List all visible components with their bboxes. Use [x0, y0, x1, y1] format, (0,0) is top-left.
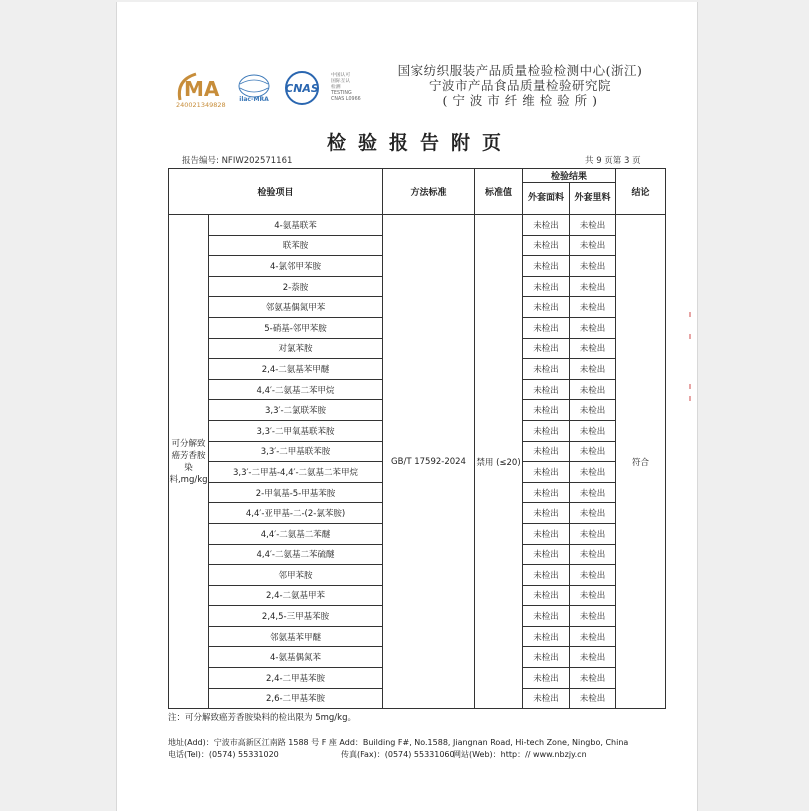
fabric-result-cell: 未检出: [523, 523, 570, 544]
fabric-result-cell: 未检出: [523, 441, 570, 462]
fabric-result-cell: 未检出: [523, 420, 570, 441]
org-line-1: 国家纺织服装产品质量检验检测中心(浙江): [397, 63, 643, 78]
item-cell: 3,3′-二甲氧基联苯胺: [209, 420, 383, 441]
lining-result-cell: 未检出: [570, 482, 616, 503]
footer-web: 网站(Web)：http：// www.nbzjy.cn: [453, 750, 587, 759]
header-result: 检验结果: [523, 169, 616, 183]
item-cell: 4-氯邻甲苯胺: [209, 256, 383, 277]
item-cell: 4,4′-二氨基二苯甲烷: [209, 379, 383, 400]
fabric-result-cell: 未检出: [523, 215, 570, 236]
fabric-result-cell: 未检出: [523, 359, 570, 380]
results-body: [169, 215, 666, 709]
fabric-result-cell: 未检出: [523, 626, 570, 647]
footnote: 注：可分解致癌芳香胺染料的检出限为 5mg/kg。: [168, 713, 356, 723]
item-cell: 4,4′-亚甲基-二-(2-氯苯胺): [209, 503, 383, 524]
page-count: 共 9 页第 3 页: [585, 156, 641, 166]
lining-result-cell: 未检出: [570, 503, 616, 524]
fabric-result-cell: 未检出: [523, 297, 570, 318]
item-cell: 2,4-二氨基甲苯: [209, 585, 383, 606]
header-outer-fabric: 外套面料: [523, 183, 570, 215]
lining-result-cell: 未检出: [570, 585, 616, 606]
item-cell: 邻氨基偶氮甲苯: [209, 297, 383, 318]
cnas-logo-text: CNAS: [285, 82, 319, 95]
fabric-result-cell: 未检出: [523, 544, 570, 565]
conclusion-cell: 符合: [616, 215, 666, 709]
item-cell: 3,3′-二氯联苯胺: [209, 400, 383, 421]
lining-result-cell: 未检出: [570, 400, 616, 421]
lining-result-cell: 未检出: [570, 338, 616, 359]
fabric-result-cell: 未检出: [523, 585, 570, 606]
fabric-result-cell: 未检出: [523, 647, 570, 668]
lining-result-cell: 未检出: [570, 523, 616, 544]
page-title: 检验报告附页: [326, 132, 513, 154]
header-conclusion: 结论: [616, 169, 666, 215]
lining-result-cell: 未检出: [570, 215, 616, 236]
org-line-3: ( 宁 波 市 纤 维 检 验 所 ): [442, 93, 598, 108]
item-cell: 3,3′-二甲基联苯胺: [209, 441, 383, 462]
edge-mark: [689, 334, 691, 339]
edge-mark: [689, 396, 691, 401]
fabric-result-cell: 未检出: [523, 379, 570, 400]
item-cell: 2-甲氧基-5-甲基苯胺: [209, 482, 383, 503]
lining-result-cell: 未检出: [570, 647, 616, 668]
header-method: 方法标准: [383, 169, 475, 215]
item-cell: 3,3′-二甲基-4,4′-二氨基二苯甲烷: [209, 462, 383, 483]
lining-result-cell: 未检出: [570, 317, 616, 338]
lining-result-cell: 未检出: [570, 688, 616, 709]
lining-result-cell: 未检出: [570, 544, 616, 565]
footer-tel: 电话(Tel)：(0574) 55331020: [168, 750, 279, 759]
edge-mark: [689, 312, 691, 317]
item-cell: 4,4′-二氨基二苯硫醚: [209, 544, 383, 565]
header-standard: 标准值: [475, 169, 523, 215]
fabric-result-cell: 未检出: [523, 565, 570, 586]
method-cell: GB/T 17592-2024: [383, 215, 475, 709]
item-cell: 邻氨基苯甲醚: [209, 626, 383, 647]
lining-result-cell: 未检出: [570, 462, 616, 483]
fabric-result-cell: 未检出: [523, 276, 570, 297]
cnas-side-text: 中国认可 国际互认 检测 TESTING CNAS L0966: [331, 73, 361, 102]
lining-result-cell: 未检出: [570, 359, 616, 380]
lining-result-cell: 未检出: [570, 276, 616, 297]
lining-result-cell: 未检出: [570, 420, 616, 441]
fabric-result-cell: 未检出: [523, 503, 570, 524]
report-number: 报告编号: NFIW202571161: [182, 156, 293, 166]
item-cell: 对氯苯胺: [209, 338, 383, 359]
fabric-result-cell: 未检出: [523, 338, 570, 359]
category-cell: 可分解致癌芳香胺染料,mg/kg: [169, 215, 209, 709]
fabric-result-cell: 未检出: [523, 400, 570, 421]
item-cell: 联苯胺: [209, 235, 383, 256]
item-cell: 邻甲苯胺: [209, 565, 383, 586]
fabric-result-cell: 未检出: [523, 668, 570, 689]
edge-mark: [689, 384, 691, 389]
fabric-result-cell: 未检出: [523, 688, 570, 709]
organization-name: [370, 63, 670, 108]
item-cell: 2,4-二氨基苯甲醚: [209, 359, 383, 380]
standard-cell: 禁用 (≤20): [475, 215, 523, 709]
fabric-result-cell: 未检出: [523, 235, 570, 256]
item-cell: 2-萘胺: [209, 276, 383, 297]
item-cell: 2,4-二甲基苯胺: [209, 668, 383, 689]
footer-fax: 传真(Fax)：(0574) 55331060: [341, 750, 455, 759]
cnas-logo-icon: [278, 70, 330, 106]
item-cell: 2,6-二甲基苯胺: [209, 688, 383, 709]
footer-address: 地址(Add)：宁波市高新区江南路 1588 号 F 座 Add：Building F#, No.1588, Jiangnan Road, Hi-tech Zone, Ningbo, China: [168, 738, 629, 747]
item-cell: 4-氨基偶氮苯: [209, 647, 383, 668]
lining-result-cell: 未检出: [570, 668, 616, 689]
lining-result-cell: 未检出: [570, 297, 616, 318]
lining-result-cell: 未检出: [570, 256, 616, 277]
fabric-result-cell: 未检出: [523, 256, 570, 277]
ilac-logo-text: ilac-MRA: [239, 96, 269, 103]
cma-number: 240021349828: [176, 101, 226, 109]
item-cell: 4-氨基联苯: [209, 215, 383, 236]
header-item: 检验项目: [169, 169, 383, 215]
org-line-2: 宁波市产品食品质量检验研究院: [428, 78, 611, 93]
cma-logo-text: MA: [184, 77, 220, 101]
fabric-result-cell: 未检出: [523, 482, 570, 503]
fabric-result-cell: 未检出: [523, 462, 570, 483]
lining-result-cell: 未检出: [570, 606, 616, 627]
ilac-mra-logo-icon: [234, 72, 274, 104]
item-cell: 2,4,5-三甲基苯胺: [209, 606, 383, 627]
lining-result-cell: 未检出: [570, 441, 616, 462]
lining-result-cell: 未检出: [570, 235, 616, 256]
lining-result-cell: 未检出: [570, 565, 616, 586]
item-cell: 4,4′-二氨基二苯醚: [209, 523, 383, 544]
fabric-result-cell: 未检出: [523, 317, 570, 338]
fabric-result-cell: 未检出: [523, 606, 570, 627]
lining-result-cell: 未检出: [570, 626, 616, 647]
header-outer-lining: 外套里料: [570, 183, 616, 215]
results-table: [168, 168, 666, 709]
item-cell: 5-硝基-邻甲苯胺: [209, 317, 383, 338]
table-row: [169, 215, 666, 236]
lining-result-cell: 未检出: [570, 379, 616, 400]
